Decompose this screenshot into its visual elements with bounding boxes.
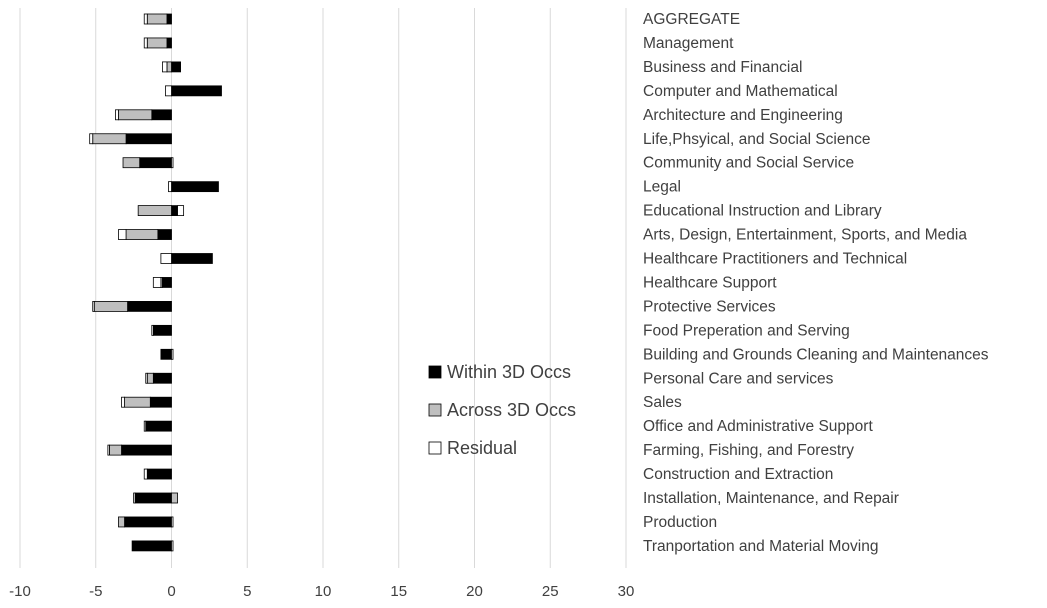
x-tick-label: 25 <box>541 583 559 600</box>
bar-residual-community-and-social-service <box>172 158 174 168</box>
x-tick-label: -5 <box>89 583 103 600</box>
bar-within-3d-occs-life-phsyical-and-social-science <box>126 134 171 144</box>
bar-residual-computer-and-mathematical <box>165 86 171 96</box>
bar-within-3d-occs-production <box>125 517 172 527</box>
bar-residual-tranportation-and-material-moving <box>172 541 174 551</box>
x-tick-label: 10 <box>314 583 332 600</box>
bar-across-3d-occs-production <box>118 517 124 527</box>
category-label: Community and Social Service <box>643 154 855 172</box>
bar-across-3d-occs-installation-maintenance-and-repair <box>172 493 178 503</box>
bar-residual-arts-design-entertainment-sports-and-media <box>118 230 126 240</box>
category-label: AGGREGATE <box>643 11 741 28</box>
bar-within-3d-occs-community-and-social-service <box>140 158 172 168</box>
category-label: Production <box>643 513 718 531</box>
category-label: Personal Care and services <box>643 370 834 388</box>
category-label: Healthcare Practitioners and Technical <box>643 250 908 268</box>
bar-residual-legal <box>168 182 171 192</box>
bar-residual-food-preperation-and-serving <box>152 325 154 335</box>
category-label: Sales <box>643 394 682 412</box>
category-label: Management <box>643 34 734 52</box>
category-label: Installation, Maintenance, and Repair <box>643 490 899 507</box>
legend-item-within-3d-occs <box>429 362 571 382</box>
x-tick-label: 20 <box>466 583 483 600</box>
bar-within-3d-occs-personal-care-and-services <box>153 373 171 383</box>
category-labels <box>643 11 989 555</box>
category-label: Business and Financial <box>643 58 803 76</box>
bar-residual-educational-instruction-and-library <box>178 206 184 216</box>
bar-across-3d-occs-farming-fishing-and-forestry <box>109 445 121 455</box>
legend-label: Within 3D Occs <box>447 362 572 382</box>
bar-residual-installation-maintenance-and-repair <box>134 493 136 503</box>
category-label: Food Preperation and Serving <box>643 322 850 340</box>
bar-residual-protective-services <box>93 301 95 311</box>
x-tick-label: 0 <box>167 583 176 600</box>
bar-across-3d-occs-protective-services <box>94 301 127 311</box>
bar-residual-healthcare-practitioners-and-technical <box>161 254 172 264</box>
category-label: Educational Instruction and Library <box>643 202 882 220</box>
bar-across-3d-occs-business-and-financial <box>167 62 172 72</box>
category-label: Arts, Design, Entertainment, Sports, and Media <box>643 226 967 244</box>
bar-residual-business-and-financial <box>162 62 167 72</box>
x-tick-label: 30 <box>617 583 635 600</box>
bar-within-3d-occs-protective-services <box>128 301 172 311</box>
gridlines <box>20 8 626 568</box>
category-label: Farming, Fishing, and Forestry <box>643 442 855 460</box>
bar-across-3d-occs-architecture-and-engineering <box>118 110 151 120</box>
bar-across-3d-occs-community-and-social-service <box>123 158 140 168</box>
bar-residual-sales <box>122 397 125 407</box>
bar-within-3d-occs-farming-fishing-and-forestry <box>122 445 172 455</box>
bars <box>90 14 222 551</box>
bar-residual-architecture-and-engineering <box>115 110 118 120</box>
bar-residual-healthcare-support <box>153 277 161 287</box>
bar-residual-construction-and-extraction <box>144 469 147 479</box>
category-label: Architecture and Engineering <box>643 106 843 124</box>
bar-across-3d-occs-life-phsyical-and-social-science <box>93 134 126 144</box>
bar-within-3d-occs-management <box>167 38 172 48</box>
bar-residual-management <box>144 38 147 48</box>
bar-residual-farming-fishing-and-forestry <box>108 445 110 455</box>
bar-within-3d-occs-architecture-and-engineering <box>152 110 172 120</box>
category-label: Computer and Mathematical <box>643 82 838 100</box>
bar-residual-aggregate <box>144 14 147 24</box>
x-tick-label: -10 <box>9 583 31 600</box>
category-label: Tranportation and Material Moving <box>643 537 879 555</box>
bar-within-3d-occs-computer-and-mathematical <box>172 86 222 96</box>
bar-within-3d-occs-tranportation-and-material-moving <box>132 541 171 551</box>
category-label: Legal <box>643 178 681 196</box>
bar-within-3d-occs-healthcare-support <box>162 277 171 287</box>
bar-within-3d-occs-legal <box>172 182 219 192</box>
bar-within-3d-occs-educational-instruction-and-library <box>172 206 178 216</box>
bar-within-3d-occs-business-and-financial <box>172 62 181 72</box>
category-label: Life,Phsyical, and Social Science <box>643 130 871 148</box>
legend-item-residual <box>429 438 517 458</box>
category-label: Protective Services <box>643 298 776 316</box>
legend-swatch <box>429 442 441 454</box>
category-label: Construction and Extraction <box>643 466 834 484</box>
bar-across-3d-occs-sales <box>125 397 151 407</box>
bar-across-3d-occs-aggregate <box>147 14 167 24</box>
bar-within-3d-occs-arts-design-entertainment-sports-and-media <box>158 230 172 240</box>
legend-item-across-3d-occs <box>429 400 576 420</box>
bar-within-3d-occs-office-and-administrative-support <box>146 421 172 431</box>
legend-swatch <box>429 404 441 416</box>
legend-swatch <box>429 366 441 378</box>
x-tick-label: 5 <box>243 583 252 600</box>
bar-residual-building-and-grounds-cleaning-and-maintenances <box>172 349 174 359</box>
bar-within-3d-occs-building-and-grounds-cleaning-and-maintenances <box>161 349 172 359</box>
bar-within-3d-occs-sales <box>150 397 171 407</box>
x-tick-label: 15 <box>390 583 408 600</box>
legend <box>429 362 576 458</box>
bar-across-3d-occs-educational-instruction-and-library <box>138 206 171 216</box>
category-label: Office and Administrative Support <box>643 418 873 436</box>
bar-within-3d-occs-aggregate <box>167 14 172 24</box>
x-tick-labels <box>9 583 634 600</box>
bar-residual-production <box>172 517 174 527</box>
legend-label: Residual <box>447 438 518 458</box>
bar-within-3d-occs-healthcare-practitioners-and-technical <box>172 254 213 264</box>
bar-across-3d-occs-arts-design-entertainment-sports-and-media <box>126 230 158 240</box>
bar-across-3d-occs-personal-care-and-services <box>147 373 153 383</box>
bar-residual-life-phsyical-and-social-science <box>90 134 93 144</box>
bar-residual-personal-care-and-services <box>146 373 148 383</box>
bar-within-3d-occs-installation-maintenance-and-repair <box>135 493 171 503</box>
bar-across-3d-occs-management <box>147 38 167 48</box>
legend-label: Across 3D Occs <box>447 400 577 420</box>
bar-within-3d-occs-construction-and-extraction <box>147 469 171 479</box>
category-label: Healthcare Support <box>643 274 777 292</box>
bar-residual-office-and-administrative-support <box>144 421 146 431</box>
bar-within-3d-occs-food-preperation-and-serving <box>153 325 171 335</box>
category-label: Building and Grounds Cleaning and Maintenances <box>643 346 989 364</box>
